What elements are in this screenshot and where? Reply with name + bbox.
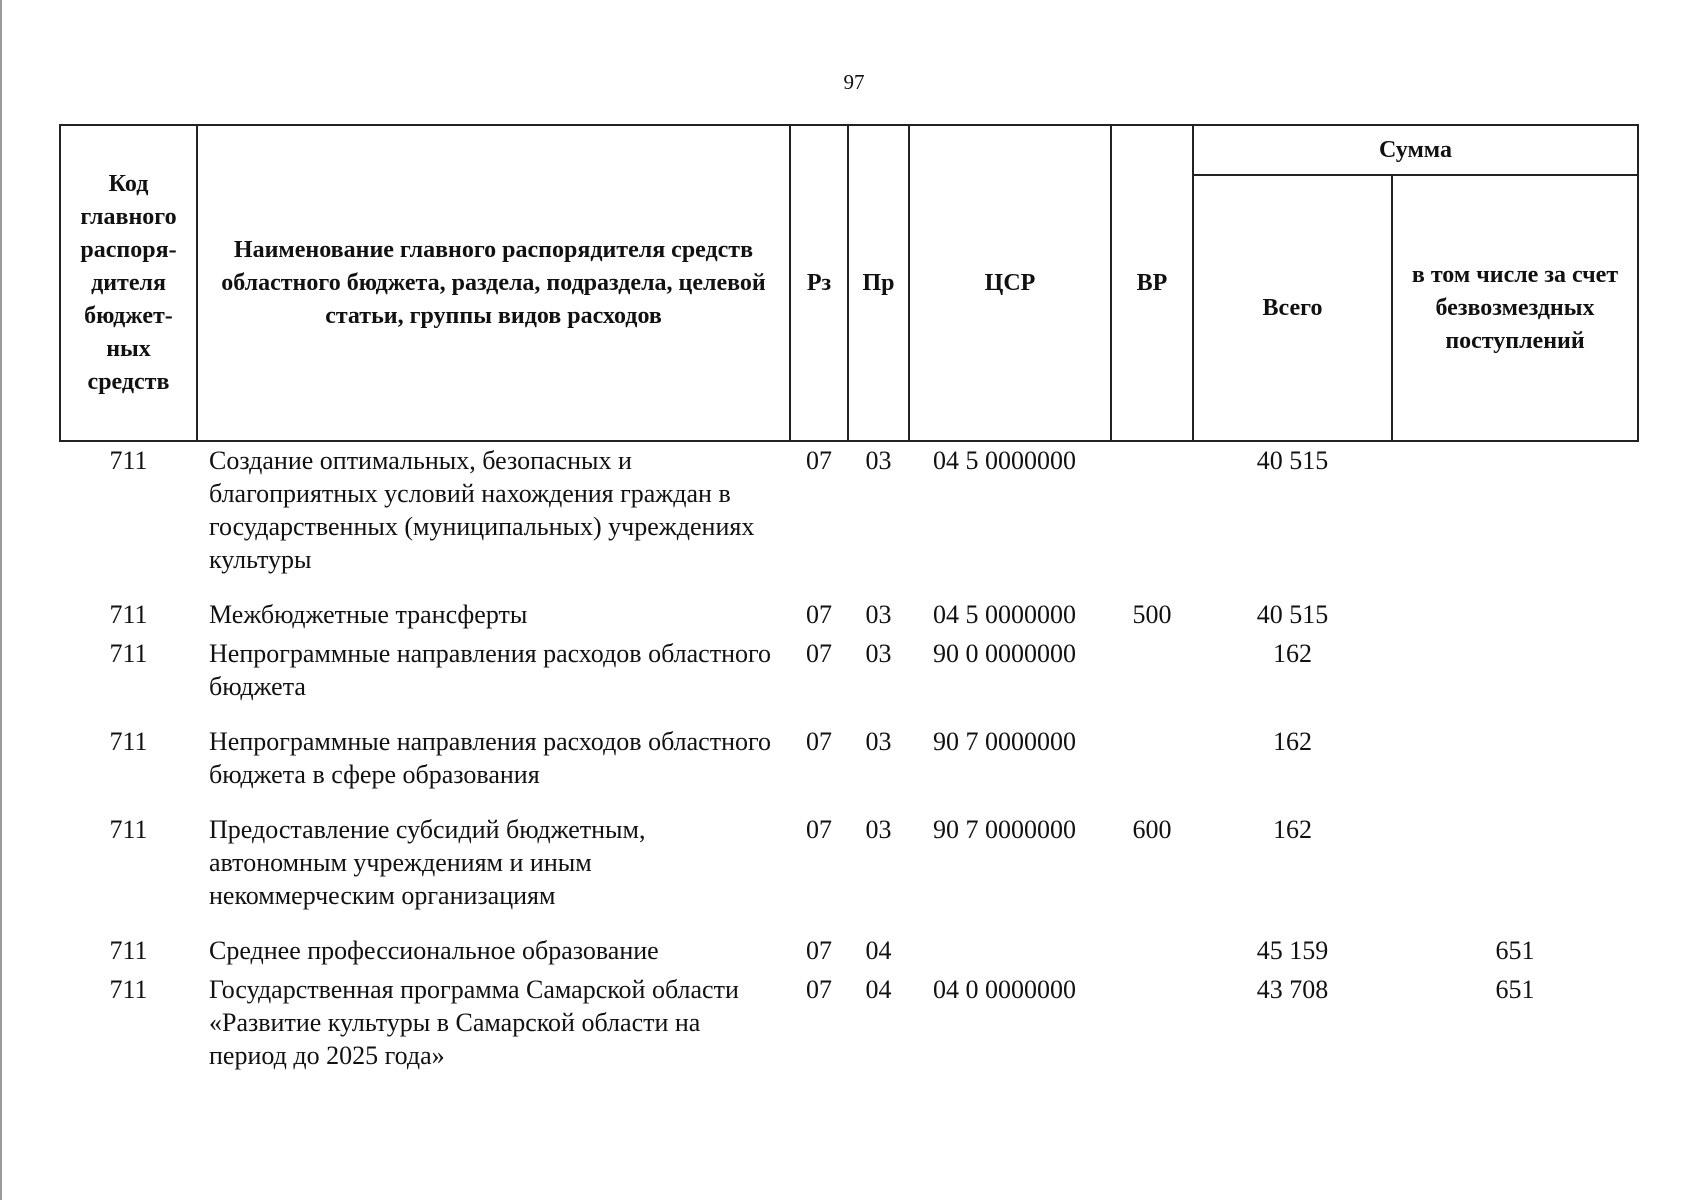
- table-row: [60, 635, 1638, 723]
- page-edge: [0, 0, 2, 1200]
- cell-rz: 07: [806, 446, 832, 475]
- cell-rz: 07: [806, 815, 832, 844]
- cell-code: 711: [109, 600, 148, 629]
- cell-grants: 651: [1495, 936, 1535, 965]
- cell-vr: [1111, 723, 1193, 811]
- cell-csr: [909, 932, 1111, 971]
- header-row: [60, 125, 1638, 175]
- table-row: [60, 971, 1638, 1076]
- cell-grants: [1392, 441, 1638, 596]
- cell-grants: [1392, 811, 1638, 932]
- cell-rz: 07: [806, 936, 832, 965]
- cell-pr: 03: [865, 815, 892, 844]
- cell-total: 45 159: [1256, 936, 1329, 965]
- cell-name: Непрограммные направления расходов областного бюджета в сфере образования: [209, 727, 771, 789]
- table-row: [60, 932, 1638, 971]
- cell-rz: 07: [806, 727, 832, 756]
- table-row: [60, 596, 1638, 635]
- cell-code: 711: [109, 815, 148, 844]
- cell-name: Межбюджетные трансферты: [209, 600, 528, 629]
- cell-grants: [1392, 723, 1638, 811]
- cell-vr: [1111, 441, 1193, 596]
- cell-pr: 03: [865, 600, 892, 629]
- cell-pr: 04: [865, 936, 892, 965]
- table-row: [60, 723, 1638, 811]
- cell-rz: 07: [806, 639, 832, 668]
- cell-total: 162: [1273, 727, 1312, 756]
- cell-vr: [1111, 635, 1193, 723]
- cell-csr: 04 5 0000000: [933, 600, 1076, 629]
- header-pr: Пр: [848, 125, 909, 441]
- cell-total: 162: [1273, 815, 1312, 844]
- cell-csr: 90 7 0000000: [933, 815, 1076, 844]
- table-body: [60, 441, 1638, 1076]
- cell-total: 162: [1273, 639, 1312, 668]
- cell-pr: 03: [865, 446, 892, 475]
- table-row: [60, 811, 1638, 932]
- cell-total: 43 708: [1256, 975, 1329, 1004]
- cell-code: 711: [109, 727, 148, 756]
- cell-csr: 90 0 0000000: [933, 639, 1076, 668]
- page-number: 97: [843, 70, 865, 94]
- cell-grants: [1392, 635, 1638, 723]
- header-csr: ЦСР: [909, 125, 1111, 441]
- cell-csr: 90 7 0000000: [933, 727, 1076, 756]
- cell-csr: 04 5 0000000: [933, 446, 1076, 475]
- header-total: Всего: [1193, 175, 1392, 441]
- cell-name: Государственная программа Самарской области «Развитие культуры в Самарской области на период до 2025 года»: [209, 975, 739, 1070]
- cell-code: 711: [109, 446, 148, 475]
- cell-rz: 07: [806, 975, 832, 1004]
- cell-pr: 04: [865, 975, 892, 1004]
- header-name: Наименование главного распорядителя средств областного бюджета, раздела, подраздела, целевой статьи, группы видов расходов: [197, 125, 790, 441]
- cell-code: 711: [109, 936, 148, 965]
- header-code: Код главного распоря-дителя бюджет-ных средств: [60, 125, 197, 441]
- cell-name: Создание оптимальных, безопасных и благоприятных условий нахождения граждан в государственных (муниципальных) учреждениях культуры: [209, 446, 755, 574]
- header-rz: Рз: [790, 125, 848, 441]
- cell-vr: [1111, 932, 1193, 971]
- cell-name: Предоставление субсидий бюджетным, автономным учреждениям и иным некоммерческим организациям: [209, 815, 646, 910]
- cell-total: 40 515: [1256, 446, 1329, 475]
- cell-vr: 600: [1132, 815, 1172, 844]
- budget-table: [59, 124, 1639, 1076]
- cell-pr: 03: [865, 639, 892, 668]
- header-sum: Сумма: [1193, 125, 1638, 175]
- cell-grants: 651: [1495, 975, 1535, 1004]
- cell-rz: 07: [806, 600, 832, 629]
- table-header: [60, 125, 1638, 441]
- cell-code: 711: [109, 975, 148, 1004]
- cell-total: 40 515: [1256, 600, 1329, 629]
- cell-code: 711: [109, 639, 148, 668]
- header-grants: в том числе за счет безвозмездных поступлений: [1392, 175, 1638, 441]
- cell-vr: 500: [1132, 600, 1172, 629]
- cell-name: Среднее профессиональное образование: [209, 936, 659, 965]
- cell-grants: [1392, 596, 1638, 635]
- table-row: [60, 441, 1638, 596]
- cell-pr: 03: [865, 727, 892, 756]
- header-vr: ВР: [1111, 125, 1193, 441]
- cell-vr: [1111, 971, 1193, 1076]
- cell-name: Непрограммные направления расходов областного бюджета: [209, 639, 771, 701]
- cell-csr: 04 0 0000000: [933, 975, 1076, 1004]
